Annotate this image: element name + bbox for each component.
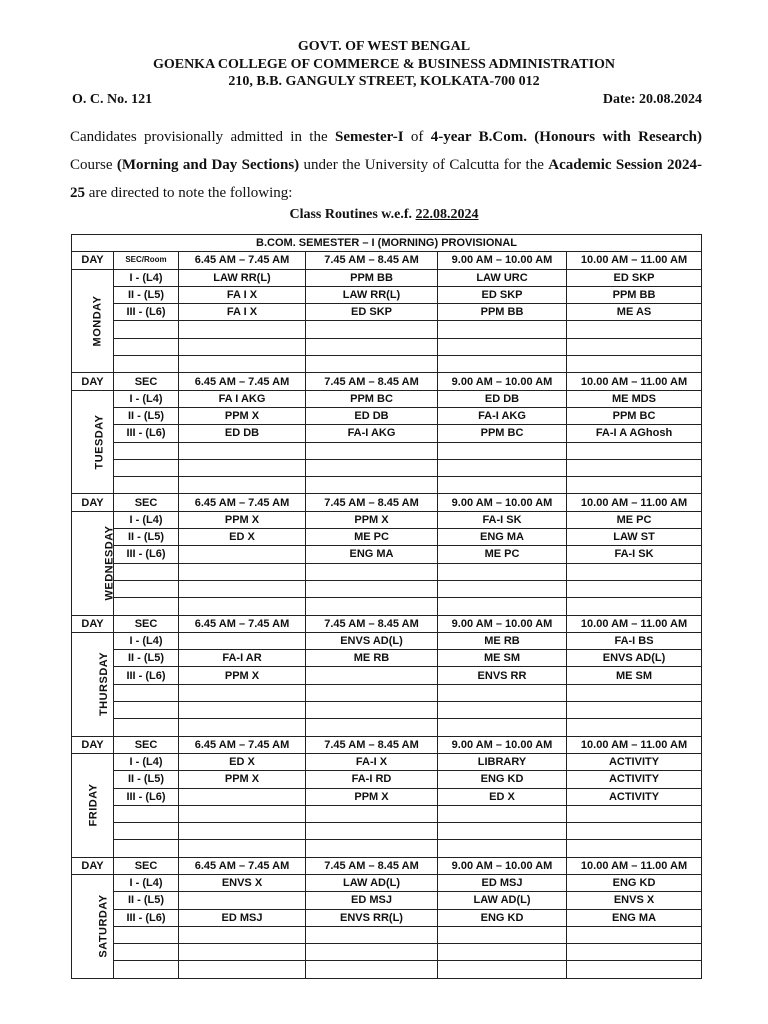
time-slot-header: 9.00 AM – 10.00 AM	[438, 857, 567, 874]
section-cell: I - (L4)	[114, 874, 179, 891]
class-cell	[306, 719, 438, 736]
class-cell	[179, 926, 306, 943]
class-cell	[179, 684, 306, 701]
class-cell: PPM X	[179, 771, 306, 788]
day-name: TUESDAY	[93, 414, 106, 470]
class-cell	[179, 442, 306, 459]
time-slot-header: 10.00 AM – 11.00 AM	[567, 494, 702, 511]
table-row	[72, 356, 702, 373]
section-cell	[114, 442, 179, 459]
class-cell	[306, 580, 438, 597]
class-cell: PPM BC	[567, 407, 702, 424]
section-cell	[114, 719, 179, 736]
table-row	[72, 926, 702, 943]
section-cell: II - (L5)	[114, 650, 179, 667]
table-row	[72, 580, 702, 597]
class-cell: ME PC	[306, 529, 438, 546]
section-cell	[114, 944, 179, 961]
class-cell	[179, 546, 306, 563]
class-cell: ME PC	[438, 546, 567, 563]
class-cell	[438, 338, 567, 355]
class-cell: ME SM	[438, 650, 567, 667]
class-cell: FA-I SK	[567, 546, 702, 563]
table-row	[72, 719, 702, 736]
table-row	[72, 425, 702, 442]
day-name-cell	[72, 632, 114, 736]
intro-session: Academic Session 2024-25	[70, 157, 702, 201]
class-cell	[438, 563, 567, 580]
class-cell: PPM BB	[306, 269, 438, 286]
class-cell	[179, 892, 306, 909]
class-cell	[179, 321, 306, 338]
class-cell: PPM BB	[567, 286, 702, 303]
class-cell: ED DB	[179, 425, 306, 442]
day-header-row	[72, 494, 702, 511]
time-slot-header: 9.00 AM – 10.00 AM	[438, 615, 567, 632]
table-row	[72, 909, 702, 926]
class-cell	[567, 598, 702, 615]
section-cell	[114, 961, 179, 978]
class-cell: PPM X	[306, 511, 438, 528]
class-cell	[567, 459, 702, 476]
class-cell: ENG KD	[567, 874, 702, 891]
class-cell	[567, 840, 702, 857]
intro-text: are directed to note the following:	[85, 185, 293, 201]
time-slot-header: 6.45 AM – 7.45 AM	[179, 857, 306, 874]
class-cell	[306, 667, 438, 684]
table-caption: B.COM. SEMESTER – I (MORNING) PROVISIONAL	[72, 235, 702, 252]
class-cell	[438, 719, 567, 736]
section-column-header: SEC	[114, 736, 179, 753]
class-cell	[179, 477, 306, 494]
class-cell	[567, 684, 702, 701]
class-cell	[306, 442, 438, 459]
time-slot-header: 9.00 AM – 10.00 AM	[438, 252, 567, 269]
notice-date: Date: 20.08.2024	[602, 92, 702, 107]
class-cell	[179, 805, 306, 822]
class-cell	[438, 961, 567, 978]
table-row	[72, 529, 702, 546]
class-cell	[438, 356, 567, 373]
class-cell	[306, 563, 438, 580]
time-slot-header: 10.00 AM – 11.00 AM	[567, 857, 702, 874]
time-slot-header: 10.00 AM – 11.00 AM	[567, 373, 702, 390]
class-cell: ME AS	[567, 304, 702, 321]
section-cell	[114, 356, 179, 373]
class-cell	[306, 944, 438, 961]
table-row	[72, 338, 702, 355]
class-cell	[567, 321, 702, 338]
class-cell	[179, 356, 306, 373]
section-cell	[114, 926, 179, 943]
day-header-row	[72, 252, 702, 269]
class-cell	[438, 684, 567, 701]
class-cell: ENG MA	[306, 546, 438, 563]
class-cell	[306, 840, 438, 857]
class-cell	[438, 926, 567, 943]
day-column-header: DAY	[72, 252, 114, 269]
class-cell	[306, 805, 438, 822]
class-cell	[438, 477, 567, 494]
class-cell: ENVS RR(L)	[306, 909, 438, 926]
class-cell	[306, 961, 438, 978]
table-row	[72, 321, 702, 338]
class-cell	[179, 840, 306, 857]
class-cell: ENG MA	[567, 909, 702, 926]
time-slot-header: 9.00 AM – 10.00 AM	[438, 373, 567, 390]
time-slot-header: 10.00 AM – 11.00 AM	[567, 615, 702, 632]
class-cell: ED X	[179, 753, 306, 770]
class-cell: FA-I A AGhosh	[567, 425, 702, 442]
class-cell	[438, 823, 567, 840]
table-row	[72, 598, 702, 615]
class-cell	[179, 702, 306, 719]
table-row	[72, 459, 702, 476]
day-column-header: DAY	[72, 857, 114, 874]
notice-meta	[72, 92, 702, 108]
day-name-cell	[72, 390, 114, 494]
class-cell	[179, 719, 306, 736]
section-cell: I - (L4)	[114, 511, 179, 528]
class-cell	[567, 719, 702, 736]
class-cell	[306, 459, 438, 476]
table-row	[72, 788, 702, 805]
class-cell: PPM X	[179, 667, 306, 684]
class-cell: FA-I AR	[179, 650, 306, 667]
table-row	[72, 892, 702, 909]
intro-semester: Semester-I	[334, 129, 404, 145]
class-cell	[567, 805, 702, 822]
class-cell	[567, 944, 702, 961]
time-slot-header: 6.45 AM – 7.45 AM	[179, 373, 306, 390]
class-cell: LIBRARY	[438, 753, 567, 770]
table-row	[72, 407, 702, 424]
class-cell	[567, 702, 702, 719]
govt-line: GOVT. OF WEST BENGAL	[297, 39, 471, 54]
class-cell: PPM X	[179, 407, 306, 424]
class-cell: FA-I BS	[567, 632, 702, 649]
intro-text: of	[403, 129, 431, 145]
class-cell	[179, 459, 306, 476]
class-cell	[438, 805, 567, 822]
class-cell	[567, 580, 702, 597]
class-cell	[438, 459, 567, 476]
class-cell: FA I X	[179, 304, 306, 321]
day-column-header: DAY	[72, 736, 114, 753]
table-row	[72, 511, 702, 528]
class-cell	[567, 477, 702, 494]
table-row	[72, 823, 702, 840]
class-cell: FA-I AKG	[438, 407, 567, 424]
class-cell: ENVS AD(L)	[567, 650, 702, 667]
table-row	[72, 753, 702, 770]
class-cell: ME RB	[438, 632, 567, 649]
class-cell: ED MSJ	[306, 892, 438, 909]
section-column-header: SEC	[114, 857, 179, 874]
section-cell: I - (L4)	[114, 632, 179, 649]
section-cell	[114, 598, 179, 615]
class-cell	[567, 926, 702, 943]
class-cell: ED DB	[306, 407, 438, 424]
class-cell: ENVS AD(L)	[306, 632, 438, 649]
class-cell: ENG KD	[438, 771, 567, 788]
section-cell: II - (L5)	[114, 892, 179, 909]
section-cell: III - (L6)	[114, 909, 179, 926]
class-cell: LAW AD(L)	[438, 892, 567, 909]
routine-title-text: Class Routines w.e.f.	[289, 207, 416, 222]
class-cell: ENG KD	[438, 909, 567, 926]
class-cell	[567, 563, 702, 580]
time-slot-header: 6.45 AM – 7.45 AM	[179, 252, 306, 269]
routine-effective-date: 22.08.2024	[415, 207, 479, 222]
class-cell	[179, 823, 306, 840]
time-slot-header: 9.00 AM – 10.00 AM	[438, 494, 567, 511]
class-cell: ME PC	[567, 511, 702, 528]
class-cell: ED X	[438, 788, 567, 805]
day-header-row	[72, 373, 702, 390]
table-row	[72, 771, 702, 788]
class-cell: FA-I X	[306, 753, 438, 770]
time-slot-header: 10.00 AM – 11.00 AM	[567, 252, 702, 269]
class-cell	[306, 356, 438, 373]
time-slot-header: 7.45 AM – 8.45 AM	[306, 857, 438, 874]
section-cell: II - (L5)	[114, 771, 179, 788]
class-cell: LAW RR(L)	[179, 269, 306, 286]
class-cell: FA I AKG	[179, 390, 306, 407]
class-cell: PPM BC	[438, 425, 567, 442]
section-cell: I - (L4)	[114, 269, 179, 286]
class-cell	[179, 944, 306, 961]
class-cell: ENVS RR	[438, 667, 567, 684]
table-row	[72, 702, 702, 719]
class-cell	[438, 598, 567, 615]
class-cell: ME MDS	[567, 390, 702, 407]
section-cell	[114, 702, 179, 719]
day-name: SATURDAY	[97, 894, 110, 959]
class-cell: ED DB	[438, 390, 567, 407]
section-column-header: SEC	[114, 615, 179, 632]
day-name-cell	[72, 511, 114, 615]
section-cell	[114, 805, 179, 822]
day-header-row	[72, 857, 702, 874]
time-slot-header: 6.45 AM – 7.45 AM	[179, 736, 306, 753]
class-cell	[438, 944, 567, 961]
day-column-header: DAY	[72, 373, 114, 390]
section-cell	[114, 338, 179, 355]
class-cell: ACTIVITY	[567, 771, 702, 788]
class-cell	[567, 823, 702, 840]
time-slot-header: 7.45 AM – 8.45 AM	[306, 252, 438, 269]
table-row	[72, 546, 702, 563]
section-column-header: SEC	[114, 494, 179, 511]
class-cell	[438, 840, 567, 857]
class-cell	[567, 961, 702, 978]
section-cell: I - (L4)	[114, 753, 179, 770]
section-cell	[114, 477, 179, 494]
day-header-row	[72, 615, 702, 632]
class-cell: ENVS X	[567, 892, 702, 909]
day-name: THURSDAY	[98, 652, 111, 717]
table-caption-row	[72, 235, 702, 252]
table-row	[72, 684, 702, 701]
class-cell	[306, 338, 438, 355]
class-cell: ED MSJ	[438, 874, 567, 891]
class-cell: ED SKP	[438, 286, 567, 303]
time-slot-header: 7.45 AM – 8.45 AM	[306, 373, 438, 390]
class-cell	[179, 788, 306, 805]
intro-paragraph	[70, 123, 702, 207]
day-column-header: DAY	[72, 615, 114, 632]
class-cell	[306, 926, 438, 943]
class-cell: FA-I RD	[306, 771, 438, 788]
college-name: GOENKA COLLEGE OF COMMERCE & BUSINESS ADMINISTRATION	[152, 56, 616, 72]
day-name-cell	[72, 874, 114, 978]
day-name-cell	[72, 753, 114, 857]
day-header-row	[72, 736, 702, 753]
class-cell	[179, 632, 306, 649]
time-slot-header: 6.45 AM – 7.45 AM	[179, 494, 306, 511]
class-cell: ACTIVITY	[567, 753, 702, 770]
class-cell: ED MSJ	[179, 909, 306, 926]
class-cell: LAW ST	[567, 529, 702, 546]
class-cell	[567, 338, 702, 355]
section-cell: III - (L6)	[114, 667, 179, 684]
class-cell: ED X	[179, 529, 306, 546]
class-cell	[179, 580, 306, 597]
class-cell: ACTIVITY	[567, 788, 702, 805]
time-slot-header: 6.45 AM – 7.45 AM	[179, 615, 306, 632]
college-address: 210, B.B. GANGULY STREET, KOLKATA-700 012	[228, 74, 540, 89]
time-slot-header: 7.45 AM – 8.45 AM	[306, 615, 438, 632]
table-row	[72, 286, 702, 303]
section-cell: II - (L5)	[114, 407, 179, 424]
class-cell	[306, 823, 438, 840]
section-cell	[114, 563, 179, 580]
time-slot-header: 10.00 AM – 11.00 AM	[567, 736, 702, 753]
class-cell	[438, 321, 567, 338]
class-cell	[179, 961, 306, 978]
section-cell: II - (L5)	[114, 286, 179, 303]
class-cell: LAW RR(L)	[306, 286, 438, 303]
letterhead	[0, 38, 768, 91]
table-row	[72, 390, 702, 407]
day-name: FRIDAY	[87, 783, 100, 827]
class-cell	[306, 702, 438, 719]
class-cell: PPM BB	[438, 304, 567, 321]
table-row	[72, 840, 702, 857]
table-row	[72, 944, 702, 961]
intro-text: Candidates provisionally admitted in the	[70, 129, 335, 145]
section-cell	[114, 823, 179, 840]
section-column-header: SEC/Room	[114, 252, 179, 269]
class-cell	[306, 598, 438, 615]
intro-text: under the University of Calcutta for the	[299, 157, 549, 173]
class-cell: ED SKP	[306, 304, 438, 321]
section-cell	[114, 840, 179, 857]
table-row	[72, 874, 702, 891]
class-cell: FA-I SK	[438, 511, 567, 528]
time-slot-header: 9.00 AM – 10.00 AM	[438, 736, 567, 753]
oc-number: O. C. No. 121	[72, 92, 153, 107]
class-cell: ENVS X	[179, 874, 306, 891]
section-cell: I - (L4)	[114, 390, 179, 407]
class-cell: PPM X	[306, 788, 438, 805]
intro-course: 4-year B.Com. (Honours with Research)	[430, 129, 702, 145]
table-row	[72, 650, 702, 667]
table-row	[72, 442, 702, 459]
class-cell: PPM BC	[306, 390, 438, 407]
section-cell	[114, 321, 179, 338]
class-cell: ME RB	[306, 650, 438, 667]
class-cell	[179, 563, 306, 580]
section-cell: III - (L6)	[114, 788, 179, 805]
section-cell	[114, 580, 179, 597]
class-cell: LAW URC	[438, 269, 567, 286]
table-row	[72, 477, 702, 494]
class-cell: LAW AD(L)	[306, 874, 438, 891]
class-cell	[306, 477, 438, 494]
table-row	[72, 805, 702, 822]
section-cell	[114, 459, 179, 476]
table-row	[72, 961, 702, 978]
day-name-cell	[72, 269, 114, 373]
class-cell: PPM X	[179, 511, 306, 528]
table-row	[72, 632, 702, 649]
time-slot-header: 7.45 AM – 8.45 AM	[306, 736, 438, 753]
time-slot-header: 7.45 AM – 8.45 AM	[306, 494, 438, 511]
class-cell: ENG MA	[438, 529, 567, 546]
table-row	[72, 304, 702, 321]
class-cell	[179, 598, 306, 615]
class-cell	[179, 338, 306, 355]
section-cell	[114, 684, 179, 701]
section-cell: III - (L6)	[114, 546, 179, 563]
day-name: MONDAY	[91, 295, 104, 347]
class-cell	[306, 684, 438, 701]
class-cell: FA-I AKG	[306, 425, 438, 442]
intro-text: Course	[70, 157, 117, 173]
section-cell: III - (L6)	[114, 425, 179, 442]
class-cell: FA I X	[179, 286, 306, 303]
intro-sections: (Morning and Day Sections)	[116, 157, 300, 173]
section-cell: III - (L6)	[114, 304, 179, 321]
table-row	[72, 269, 702, 286]
routine-title	[0, 207, 768, 223]
section-column-header: SEC	[114, 373, 179, 390]
class-cell	[438, 442, 567, 459]
class-cell	[438, 702, 567, 719]
day-name: WEDNESDAY	[103, 525, 116, 601]
class-cell	[567, 356, 702, 373]
class-cell: ME SM	[567, 667, 702, 684]
table-row	[72, 563, 702, 580]
class-cell	[306, 321, 438, 338]
class-routine-table	[71, 234, 702, 979]
class-cell	[438, 580, 567, 597]
section-cell: II - (L5)	[114, 529, 179, 546]
table-row	[72, 667, 702, 684]
day-column-header: DAY	[72, 494, 114, 511]
class-cell	[567, 442, 702, 459]
class-cell: ED SKP	[567, 269, 702, 286]
